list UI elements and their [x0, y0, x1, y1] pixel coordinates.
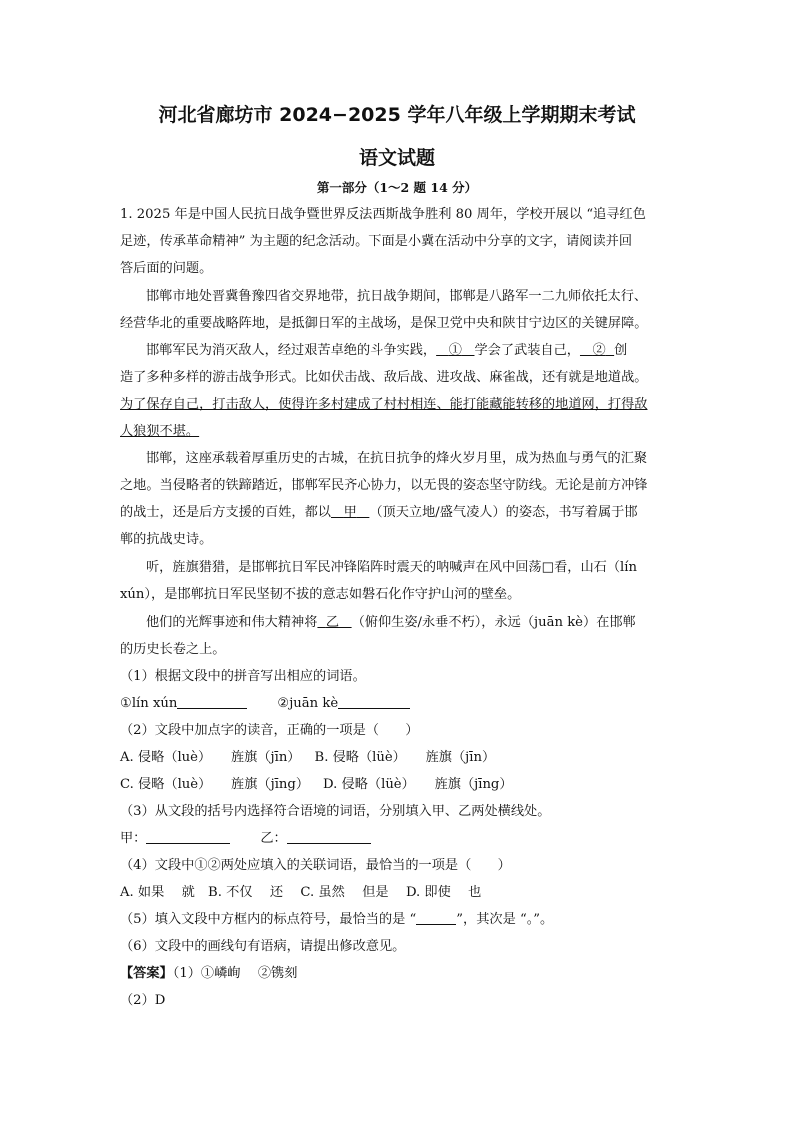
option-b: B. 侵略（lüè） 旌旗（jīn） — [314, 750, 496, 765]
question-2-options-row-1 — [120, 748, 495, 768]
question-4-options: A. 如果 就 B. 不仅 还 C. 虽然 但是 D. 即使 也 — [120, 885, 482, 900]
p3-line-2: 之地。当侵略者的铁蹄踏近，邯郸军民齐心协力，以无畏的姿态坚守防线。无论是前方冲锋 — [120, 478, 648, 493]
p3-line-3: 的战士，还是后方支援的百姓，都以 甲 （顶天立地/盛气凌人）的姿态，书写着属于邯 — [120, 505, 638, 520]
question-2: （2）文段中加点字的读音，正确的一项是（ ） — [120, 723, 419, 738]
p3-line-1: 邯郸，这座承载着厚重历史的古城，在抗日抗争的烽火岁月里，成为热血与勇气的汇聚 — [146, 451, 648, 466]
question-3: （3）从文段的括号内选择符合语境的词语，分别填入甲、乙两处横线处。 — [120, 804, 551, 819]
blank-jia: 甲 — [343, 505, 357, 520]
p1-line-1: 邯郸市地处晋冀鲁豫四省交界地带，抗日战争期间，邯郸是八路军一二九师依托太行、 — [146, 289, 648, 304]
option-d: D. 侵略（lüè） 旌旗（jīng） — [323, 777, 513, 792]
p4-line-2: xún），是邯郸抗日军民坚韧不拔的意志如磐石化作守护山河的壁垒。 — [120, 587, 521, 602]
question-4: （4）文段中①②两处应填入的关联词语，最恰当的一项是（ ） — [120, 858, 511, 873]
p2-line-2: 造了多种多样的游击战争形式。比如伏击战、敌后战、进攻战、麻雀战，还有就是地道战。 — [120, 370, 648, 385]
answer-blank[interactable] — [416, 910, 456, 925]
question-2-options-row-2 — [120, 775, 513, 795]
question-1: （1）根据文段中的拼音写出相应的词语。 — [120, 669, 366, 684]
exam-subtitle: 语文试题 — [358, 147, 435, 169]
answer-blank-jia[interactable] — [146, 829, 230, 844]
question-5: （5）填入文段中方框内的标点符号，最恰当的是 “ ”，其次是 “。”。 — [120, 912, 554, 927]
answer-line-2: （2）D — [120, 993, 166, 1008]
p2-underlined-sentence-2: 人狼狈不堪。 — [120, 424, 200, 439]
p2-text-a: 邯郸军民为消灭敌人，经过艰苦卓绝的斗争实践， — [146, 343, 437, 358]
p2-underlined-sentence-1: 为了保存自己，打击敌人，使得许多村建成了村村相连、能打能藏能转移的地道网，打得敌 — [120, 397, 648, 412]
p5-line-1: 他们的光辉事迹和伟大精神将 乙 （俯仰生姿/永垂不朽），永远（juān kè）在邯郸 — [146, 615, 636, 630]
question-1-blanks: ①lín xún ②juān kè — [120, 694, 410, 714]
blank-1: ① — [448, 343, 462, 358]
p2-text-c: 创 — [614, 343, 628, 358]
p2-text-b: 学会了武装自己， — [474, 343, 580, 358]
section-heading: 第一部分（1～2 题 14 分） — [316, 180, 478, 195]
answer-line-1: 【答案】（1）①嶙峋 ②镌刻 — [120, 966, 298, 981]
answer-blank[interactable] — [338, 694, 410, 709]
p5-line-2: 的历史长卷之上。 — [120, 642, 226, 657]
p4-line-1: 听，旌旗猎猎，是邯郸抗日军民冲锋陷阵时震天的呐喊声在风中回荡□看，山石（lín — [146, 560, 637, 575]
question-6: （6）文段中的画线句有语病，请提出修改意见。 — [120, 939, 406, 954]
answer-label: 【答案】 — [120, 966, 173, 981]
option-a: A. 侵略（luè） 旌旗（jīn） — [120, 750, 301, 765]
answer-blank[interactable] — [177, 694, 247, 709]
intro-line-2: 足迹，传承革命精神” 为主题的纪念活动。下面是小冀在活动中分享的文字，请阅读并回 — [120, 234, 633, 249]
option-c: C. 侵略（luè） 旌旗（jīng） — [120, 777, 310, 792]
intro-line-1: 1. 2025 年是中国人民抗日战争暨世界反法西斯战争胜利 80 周年，学校开展以 “追寻红色 — [120, 207, 646, 222]
question-3-blanks: 甲： 乙： — [120, 829, 371, 849]
blank-2: ② — [592, 343, 606, 358]
p2-line-1 — [146, 341, 627, 361]
p1-line-2: 经营华北的重要战略阵地，是抵御日军的主战场，是保卫党中央和陕甘宁边区的关键屏障。 — [120, 316, 648, 331]
blank-yi: 乙 — [325, 615, 340, 630]
p3-line-4: 郸的抗战史诗。 — [120, 532, 213, 547]
answer-blank-yi[interactable] — [287, 829, 371, 844]
exam-title: 河北省廊坊市 2024−2025 学年八年级上学期期末考试 — [158, 104, 636, 126]
intro-line-3: 答后面的问题。 — [120, 261, 213, 276]
